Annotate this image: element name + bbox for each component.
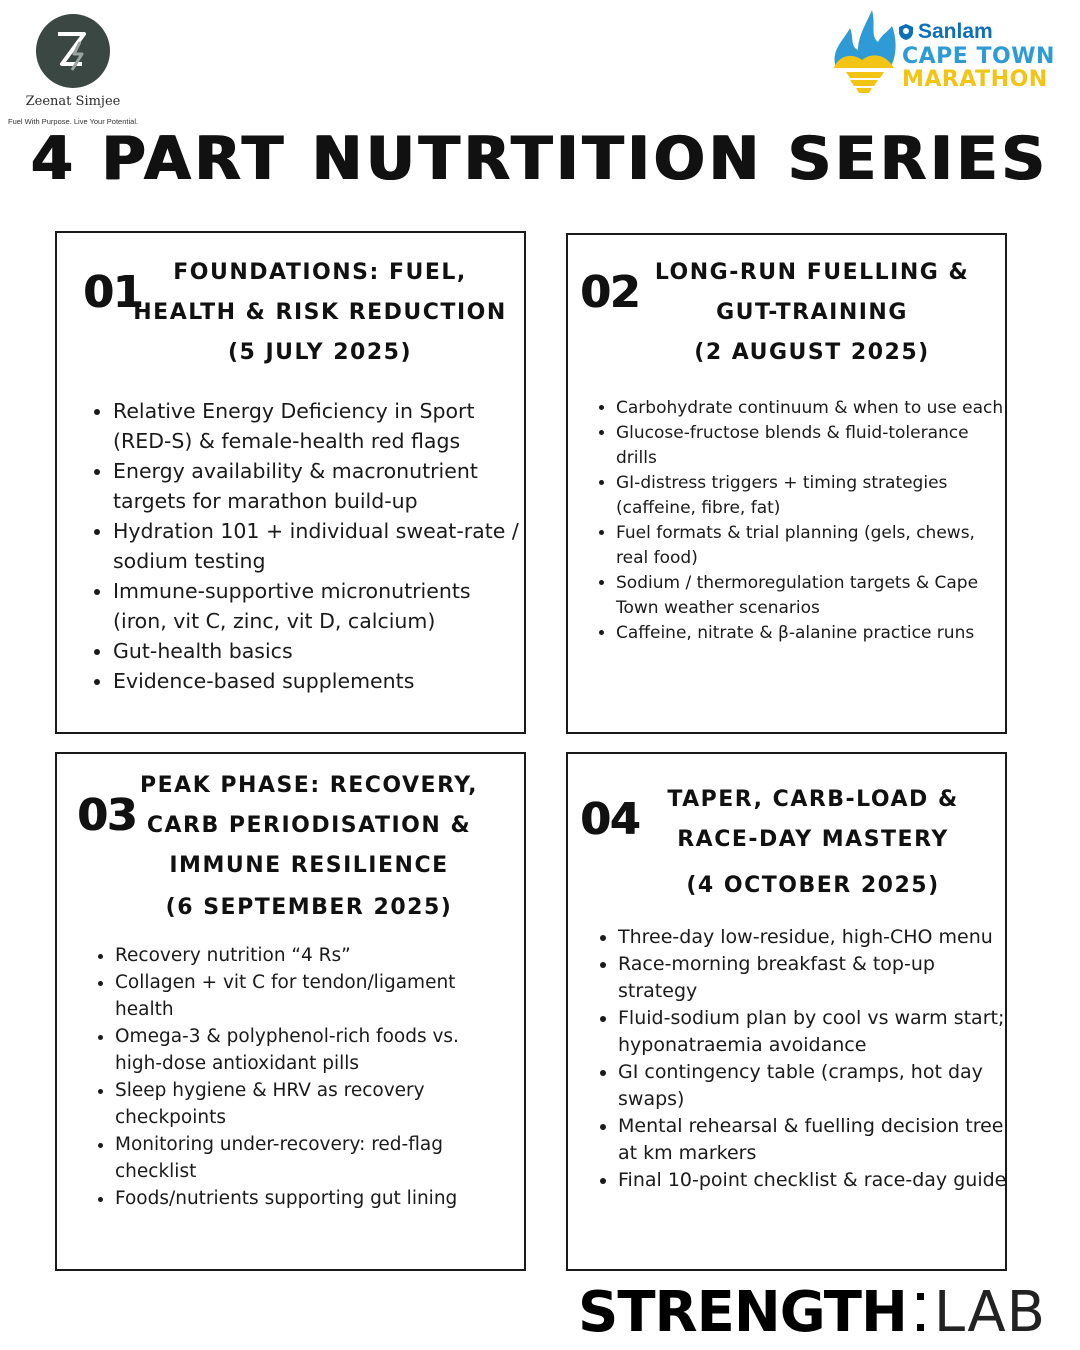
list-item: • Monitoring under-recovery: red-flag checklist <box>115 1131 495 1185</box>
logo-word-lab: LAB <box>933 1279 1047 1345</box>
list-item: • Collagen + vit C for tendon/ligament health <box>115 969 495 1023</box>
card-date: (5 JULY 2025) <box>227 340 413 365</box>
card-title <box>652 253 972 373</box>
series-card-1 <box>55 231 526 734</box>
card-title <box>654 780 972 906</box>
list-item: • Fuel formats & trial planning (gels, chews, real food) <box>616 521 1008 571</box>
card-number: 02 <box>580 267 640 318</box>
topic-list <box>91 396 523 696</box>
brand-name: Zeenat Simjee <box>25 94 121 109</box>
list-item: • Fluid-sodium plan by cool vs warm start; hyponatraemia avoidance <box>618 1005 1010 1059</box>
card-title-line: FOUNDATIONS: FUEL, <box>173 260 467 285</box>
event-name-line2: MARATHON <box>902 67 1048 92</box>
list-item: • Glucose-fructose blends & fluid-tolerance drills <box>616 421 1008 471</box>
list-item: • GI-distress triggers + timing strategies (caffeine, fibre, fat) <box>616 471 1008 521</box>
list-item: • Race-morning breakfast & top-up strategy <box>618 951 1010 1005</box>
card-title-line: GUT-TRAINING <box>716 300 908 325</box>
card-title-line: LONG-RUN FUELLING & <box>654 260 970 285</box>
card-title-line: PEAK PHASE: RECOVERY, <box>140 773 478 798</box>
card-date: (4 OCTOBER 2025) <box>686 873 940 898</box>
list-item: • Immune-supportive micronutrients (iron, vit C, zinc, vit D, calcium) <box>113 576 523 636</box>
colon-separator-icon <box>917 1293 924 1331</box>
list-item: • Energy availability & macronutrient targets for marathon build-up <box>113 456 523 516</box>
list-item: • Final 10-point checklist & race-day guide <box>618 1167 1010 1194</box>
list-item: • Hydration 101 + individual sweat-rate / sodium testing <box>113 516 523 576</box>
sponsor-name: Sanlam <box>898 20 993 44</box>
zs-monogram-icon <box>36 14 110 88</box>
topic-list <box>594 396 1008 646</box>
list-item: • Recovery nutrition “4 Rs” <box>115 942 495 969</box>
card-date: (6 SEPTEMBER 2025) <box>165 895 453 920</box>
list-item: • Mental rehearsal & fuelling decision tree at km markers <box>618 1113 1010 1167</box>
list-item: • Evidence-based supplements <box>113 666 523 696</box>
card-title-line: CARB PERIODISATION & <box>146 813 472 838</box>
flame-icon <box>828 6 900 96</box>
card-title-line: RACE-DAY MASTERY <box>677 827 949 852</box>
strength-lab-logo <box>578 1280 1046 1344</box>
list-item: • Sodium / thermoregulation targets & Cape Town weather scenarios <box>616 571 1008 621</box>
card-date: (2 AUGUST 2025) <box>694 340 930 365</box>
series-card-3 <box>55 752 526 1271</box>
brand-tagline: Fuel With Purpose. Live Your Potential. <box>8 117 139 126</box>
card-title-line: TAPER, CARB-LOAD & <box>667 787 959 812</box>
list-item: • Relative Energy Deficiency in Sport (RED-S) & female-health red flags <box>113 396 523 456</box>
cape-town-marathon-logo <box>828 6 1068 98</box>
event-name-line1: CAPE TOWN <box>902 44 1055 69</box>
list-item: • Caffeine, nitrate & β-alanine practice runs <box>616 621 1008 646</box>
card-title-line: IMMUNE RESILIENCE <box>169 853 449 878</box>
topic-list <box>93 942 495 1212</box>
series-card-2 <box>566 233 1007 734</box>
list-item: • Sleep hygiene & HRV as recovery checkpoints <box>115 1077 495 1131</box>
topic-list <box>596 924 1010 1194</box>
series-card-4 <box>566 752 1007 1271</box>
sanlam-shield-icon <box>898 23 914 41</box>
card-title <box>129 253 511 373</box>
list-item: • Omega-3 & polyphenol-rich foods vs. high-dose antioxidant pills <box>115 1023 495 1077</box>
card-title <box>137 766 481 928</box>
list-item: • Gut-health basics <box>113 636 523 666</box>
card-number: 03 <box>77 790 137 841</box>
list-item: • GI contingency table (cramps, hot day swaps) <box>618 1059 1010 1113</box>
card-number: 01 <box>83 267 143 318</box>
list-item: • Carbohydrate continuum & when to use each <box>616 396 1008 421</box>
card-number: 04 <box>580 794 640 845</box>
page-title: 4 PART NUTRTITION SERIES <box>31 124 1049 194</box>
list-item: • Foods/nutrients supporting gut lining <box>115 1185 495 1212</box>
card-title-line: HEALTH & RISK REDUCTION <box>133 300 507 325</box>
list-item: • Three-day low-residue, high-CHO menu <box>618 924 1010 951</box>
zeenat-simjee-logo <box>8 10 138 126</box>
logo-word-strength: STRENGTH <box>578 1279 907 1345</box>
